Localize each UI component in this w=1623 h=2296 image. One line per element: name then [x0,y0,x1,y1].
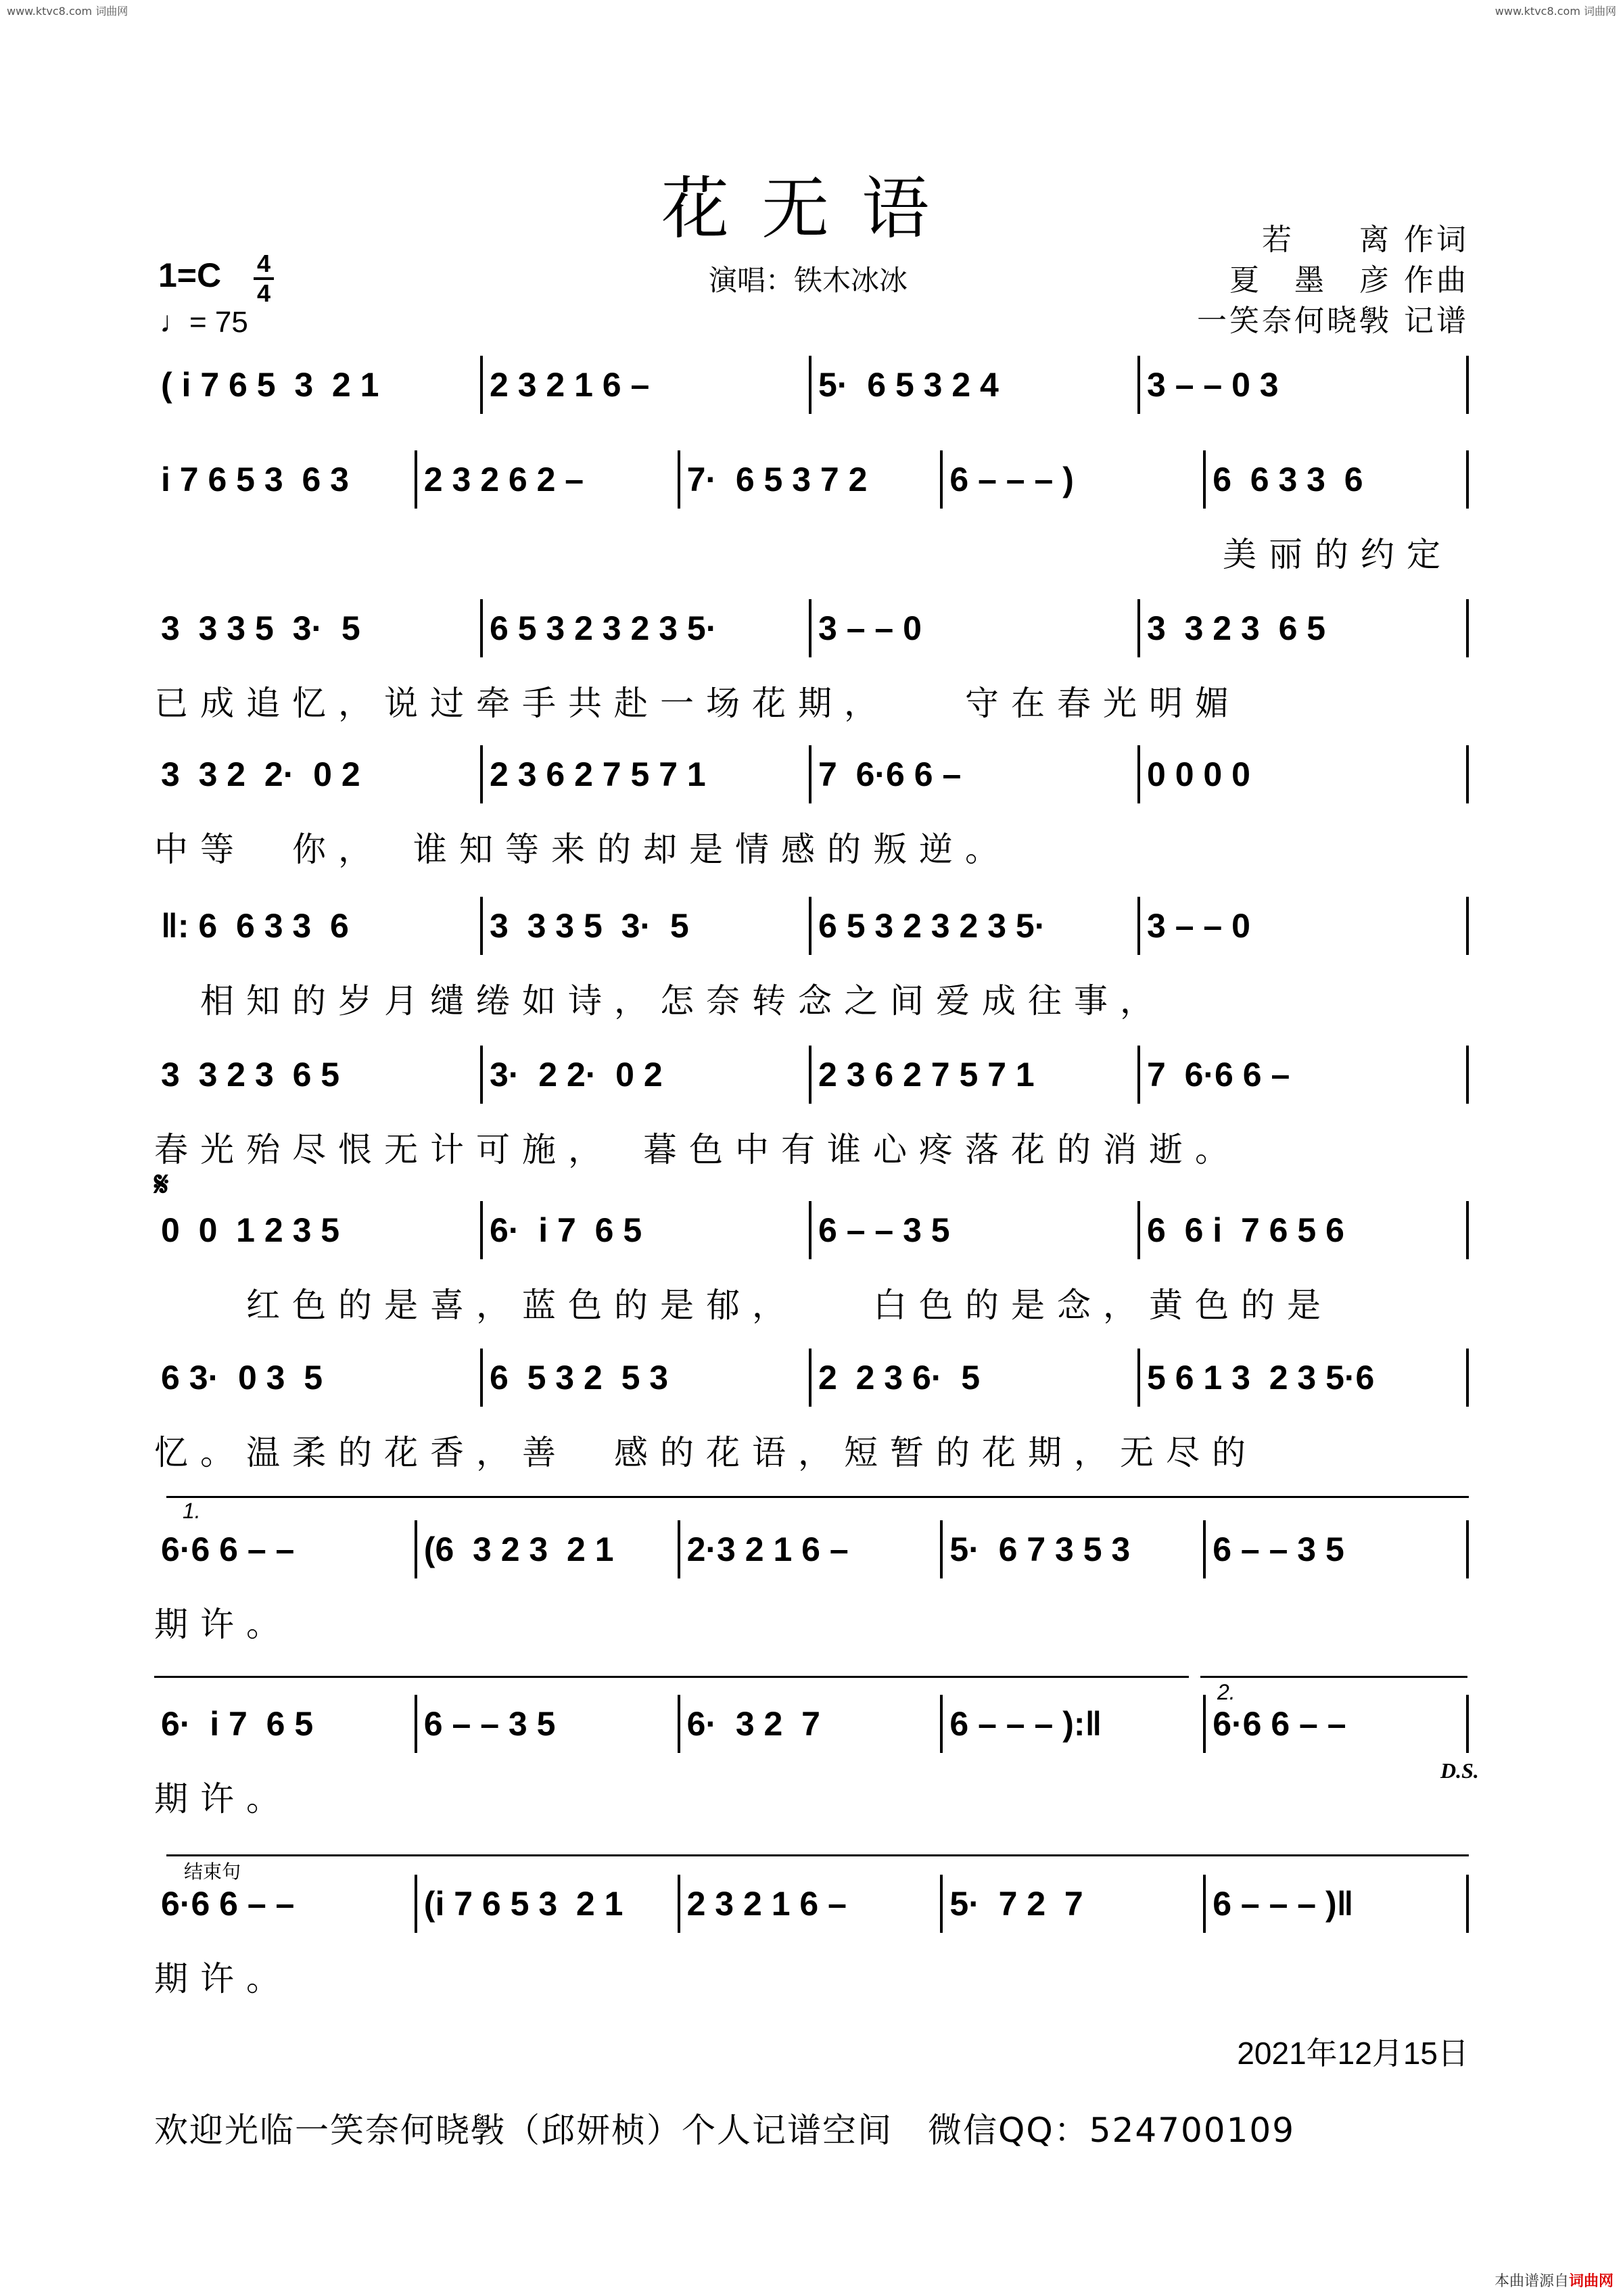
barline [678,1875,680,1933]
key-signature: 1=C [158,256,222,294]
measure: 3 3 3 5 3· 5 [161,609,360,647]
barline [1203,1695,1206,1753]
barline [480,897,483,955]
transcriber-credit: 一笑奈何晓斅 记谱 [1197,304,1469,338]
barline [480,745,483,803]
measure: 6 – – – ):‖ [949,1705,1102,1743]
watermark-left: www.ktvc8.com 词曲网 [7,5,128,18]
measure: 7 6·6 6 – [818,755,962,793]
measure: 7 6·6 6 – [1147,1056,1290,1094]
barline [809,897,812,955]
barline [1466,1695,1469,1753]
barline [809,356,812,414]
barline [809,1201,812,1259]
barline [678,1695,680,1753]
watermark-right: www.ktvc8.com 词曲网 [1495,5,1616,18]
barline [1466,1349,1469,1407]
measure: 5 6 1 3 2 3 5·6 [1147,1359,1375,1397]
measure: (6 3 2 3 2 1 [423,1530,614,1568]
source-watermark [1495,2270,1614,2291]
barline [1137,1349,1140,1407]
measure: 3 3 2 3 6 5 [161,1056,340,1094]
barline [1137,1201,1140,1259]
measure: 0 0 0 0 [1147,755,1250,793]
barline [415,1695,417,1753]
measure: 6 – – 3 5 [818,1211,950,1249]
tempo-marking: ♩= 75 [160,306,248,339]
date-stamp: 2021年12月15日 [1237,2036,1469,2071]
barline [1137,897,1140,955]
lyric-line: 红色的是喜，蓝色的是郁， 白色的是念，黄色的是 [154,1286,1333,1325]
barline [809,599,812,657]
lyricist-credit: 若 离 作词 [1262,222,1469,257]
barline [1137,1046,1140,1104]
measure: 6 5 3 2 3 2 3 5· [818,907,1046,945]
measure: 5· 6 7 3 5 3 [949,1530,1131,1568]
barline [809,1349,812,1407]
note-line [154,906,1469,954]
barline [1137,745,1140,803]
barline [1466,1520,1469,1578]
measure: 6· 3 2 7 [686,1705,820,1743]
measure: 6 5 3 2 3 2 3 5· [490,609,718,647]
singer-credit: 演唱：铁木冰冰 [709,264,908,297]
measure: 3 – – 0 3 [1147,366,1279,404]
measure: 6 3· 0 3 5 [161,1359,323,1397]
measure: 3 – – 0 [1147,907,1250,945]
measure: 6 6 i 7 6 5 6 [1147,1211,1344,1249]
measure: 2·3 2 1 6 – [686,1530,849,1568]
lyric-line: 春光殆尽恨无计可施， 暮色中有谁心疼落花的消逝。 [154,1130,1241,1169]
note-line [154,365,1469,413]
measure: 5· 6 5 3 2 4 [818,366,999,404]
measure: 5· 7 2 7 [949,1885,1083,1923]
time-signature-top: 4 [256,250,271,277]
note-line [154,1358,1469,1405]
volta-2-label: 2. [1217,1680,1236,1704]
barline [415,1875,417,1933]
barline [678,1520,680,1578]
measure: ‖: 6 6 3 3 6 [161,907,349,945]
barline [1203,1520,1206,1578]
note-line [154,1211,1469,1258]
lyric-line: 期许。 [154,1959,292,1998]
volta-1-label: 1. [183,1499,201,1523]
barline [480,1349,483,1407]
note-line [154,755,1469,802]
measure: 6 – – 3 5 [1213,1530,1344,1568]
note-line [154,1704,1469,1752]
barline [415,450,417,509]
lyric-line: 忆。温柔的花香，善 感的花语，短暂的花期，无尽的 [154,1433,1258,1472]
barline [1466,1201,1469,1259]
measure: 2 3 6 2 7 5 7 1 [818,1056,1035,1094]
barline [678,450,680,509]
composer-credit: 夏 墨 彦 作曲 [1229,263,1469,298]
measure: 6 6 3 3 6 [1213,461,1363,498]
segno-sign: 𝄋 [154,1165,169,1204]
note-line [154,1055,1469,1102]
barline [1203,450,1206,509]
measure: 3 – – 0 [818,609,922,647]
coda-label: 结束句 [184,1860,241,1883]
volta-2-bracket [1200,1676,1467,1678]
measure: (i 7 6 5 3 2 1 [423,1885,624,1923]
measure: 7· 6 5 3 7 2 [686,461,868,498]
barline [1203,1875,1206,1933]
lyric-line: 相知的岁月缱绻如诗，怎奈转念之间爱成往事， [154,981,1166,1021]
note-line [154,460,1469,507]
lyric-line: 期许。 [154,1605,292,1644]
measure: 2 3 6 2 7 5 7 1 [490,755,706,793]
barline [1466,897,1469,955]
measure: 2 3 2 1 6 – [490,366,650,404]
source-watermark-text: 本曲谱源自 [1494,2273,1569,2290]
measure: 0 0 1 2 3 5 [161,1211,340,1249]
barline [480,1201,483,1259]
volta-1-bracket [166,1496,1469,1498]
lyric-line: 美丽的约定 [1223,535,1453,574]
measure: 6·6 6 – – [161,1885,295,1923]
barline [1466,745,1469,803]
barline [1137,599,1140,657]
barline [940,1875,943,1933]
barline [940,1695,943,1753]
barline [809,1046,812,1104]
coda-bracket [166,1854,1469,1856]
measure: 6·6 6 – – [1213,1705,1346,1743]
measure: 6 – – – )‖ [1213,1885,1354,1923]
barline [480,599,483,657]
barline [1466,450,1469,509]
note-line [154,1884,1469,1931]
source-watermark-brand: 词曲网 [1568,2273,1614,2290]
measure: 6· i 7 6 5 [490,1211,642,1249]
barline [415,1520,417,1578]
footer-note: 欢迎光临一笑奈何晓斅（邱妍桢）个人记谱空间 微信QQ：524700109 [154,2111,1296,2150]
note-line [154,609,1469,656]
measure: 6 – – 3 5 [423,1705,556,1743]
dal-segno-mark: D.S. [1440,1758,1479,1783]
measure: 3 3 2 2· 0 2 [161,755,360,793]
measure: ( i 7 6 5 3 2 1 [161,366,379,404]
measure: 3· 2 2· 0 2 [490,1056,663,1094]
measure: 6 – – – ) [949,461,1074,498]
measure: i 7 6 5 3 6 3 [161,461,349,498]
volta-1-bracket-end [154,1676,1189,1678]
measure: 3 3 2 3 6 5 [1147,609,1326,647]
measure: 3 3 3 5 3· 5 [490,907,689,945]
measure: 6 5 3 2 5 3 [490,1359,669,1397]
measure: 6· i 7 6 5 [161,1705,314,1743]
barline [1466,1046,1469,1104]
barline [480,356,483,414]
song-title: 花无语 [661,169,962,248]
barline [1137,356,1140,414]
lyric-line: 中等 你， 谁知等来的却是情感的叛逆。 [154,830,1011,869]
barline [480,1046,483,1104]
barline [940,450,943,509]
time-signature [254,252,274,306]
lyric-line: 已成追忆，说过牵手共赴一场花期， 守在春光明媚 [154,684,1241,723]
barline [1466,1875,1469,1933]
measure: 6·6 6 – – [161,1530,295,1568]
measure: 2 3 2 1 6 – [686,1885,847,1923]
lyric-line: 期许。 [154,1779,292,1819]
note-line [154,1530,1469,1577]
barline [1466,356,1469,414]
time-signature-bottom: 4 [256,279,271,307]
measure: 2 3 2 6 2 – [423,461,584,498]
barline [1466,599,1469,657]
barline [940,1520,943,1578]
measure: 2 2 3 6· 5 [818,1359,981,1397]
barline [809,745,812,803]
